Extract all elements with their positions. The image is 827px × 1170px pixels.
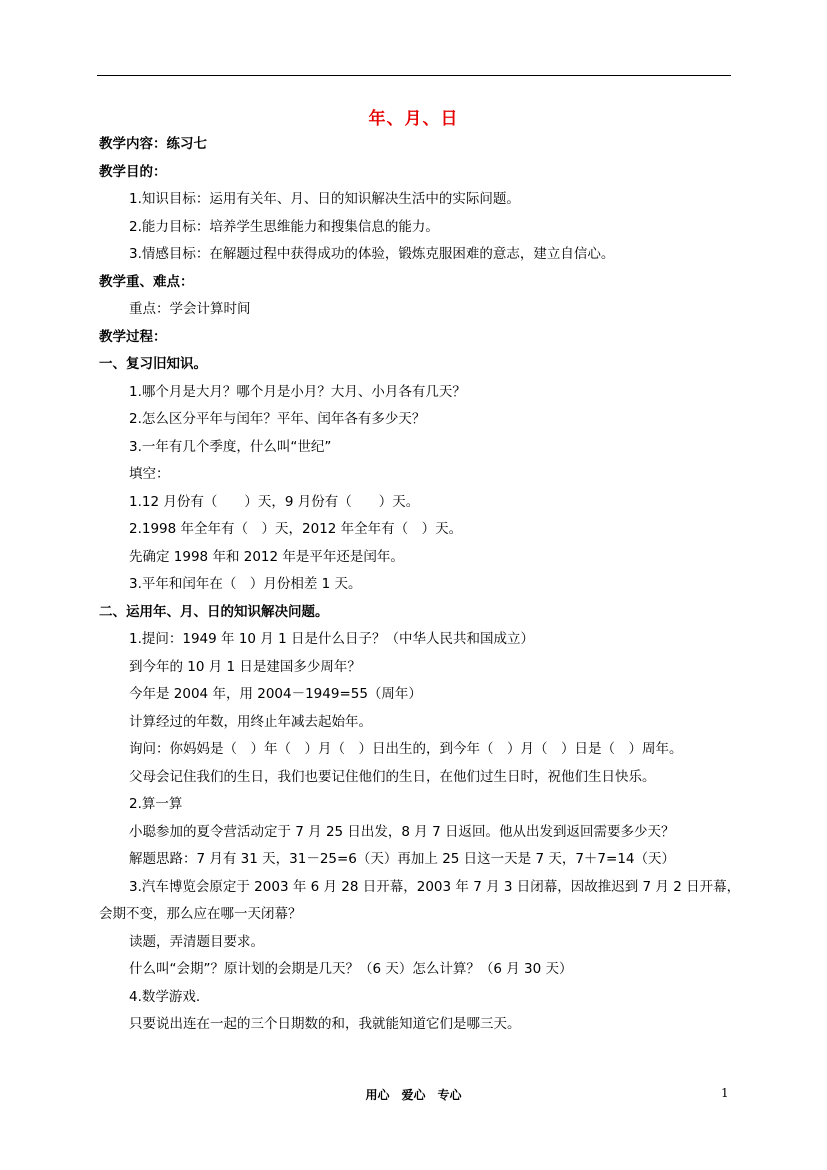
footer-slogan: 用心 爱心 专心 [365, 1088, 462, 1102]
document-line: 读题，弄清题目要求。 [129, 933, 264, 950]
document-line: 4.数学游戏. [129, 988, 201, 1005]
document-line: 会期不变，那么应在哪一天闭幕？ [99, 906, 302, 922]
document-line: 1.12 月份有（ ）天，9 月份有（ ）天。 [129, 493, 420, 510]
document-line: 教学目的： [99, 163, 167, 180]
document-line: 2.算一算 [129, 796, 183, 812]
document-line: 填空： [129, 466, 170, 482]
document-line: 3.汽车博览会原定于 2003 年 6 月 28 日开幕，2003 年 7 月 3 日闭幕，因故推迟到 7 月 2 日开幕， [129, 878, 741, 895]
page-number: 1 [721, 1086, 729, 1100]
document-line: 教学过程： [99, 328, 167, 345]
document-line: 今年是 2004 年，用 2004－1949=55（周年） [129, 686, 422, 702]
document-line: 1.知识目标：运用有关年、月、日的知识解决生活中的实际问题。 [129, 191, 520, 207]
document-line: 只要说出连在一起的三个日期数的和，我就能知道它们是哪三天。 [129, 1016, 521, 1032]
document-line: 1.提问：1949 年 10 月 1 日是什么日子？（中华人民共和国成立） [129, 631, 534, 647]
document-line: 2.1998 年全年有（ ）天，2012 年全年有（ ）天。 [129, 521, 463, 537]
document-line: 3.情感目标：在解题过程中获得成功的体验，锻炼克服困难的意志，建立自信心。 [129, 246, 615, 262]
document-title: 年、月、日 [368, 109, 459, 129]
document-line: 1.哪个月是大月？哪个月是小月？大月、小月各有几天？ [129, 383, 466, 400]
header-rule [97, 75, 731, 76]
document-line: 3.平年和闰年在（ ）月份相差 1 天。 [129, 576, 362, 592]
document-line: 计算经过的年数，用终止年减去起始年。 [129, 713, 372, 730]
document-line: 到今年的 10 月 1 日是建国多少周年？ [129, 658, 361, 675]
document-line: 一、复习旧知识。 [99, 356, 207, 372]
document-line: 先确定 1998 年和 2012 年是平年还是闰年。 [129, 548, 404, 565]
document-line: 什么叫“会期”？原计划的会期是几天？（6 天）怎么计算？（6 月 30 天） [129, 961, 573, 977]
document-line: 3.一年有几个季度，什么叫“世纪” [129, 438, 332, 455]
document-line: 重点：学会计算时间 [129, 301, 251, 317]
document-line: 教学内容：练习七 [99, 136, 207, 152]
document-line: 解题思路：7 月有 31 天，31－25=6（天）再加上 25 日这一天是 7 天，7＋7=14（天） [129, 851, 675, 867]
document-line: 教学重、难点： [99, 273, 194, 290]
document-line: 父母会记住我们的生日，我们也要记住他们的生日，在他们过生日时，祝他们生日快乐。 [129, 768, 656, 785]
document-line: 询问：你妈妈是（ ）年（ ）月（ ）日出生的，到今年（ ）月（ ）日是（ ）周年。 [129, 741, 683, 757]
document-line: 小聪参加的夏令营活动定于 7 月 25 日出发，8 月 7 日返回。他从出发到返回需要多少天？ [129, 823, 675, 840]
document-line: 2.能力目标：培养学生思维能力和搜集信息的能力。 [129, 218, 439, 235]
document-line: 二、运用年、月、日的知识解决问题。 [99, 603, 329, 620]
document-line: 2.怎么区分平年与闰年？平年、闰年各有多少天？ [129, 411, 426, 427]
